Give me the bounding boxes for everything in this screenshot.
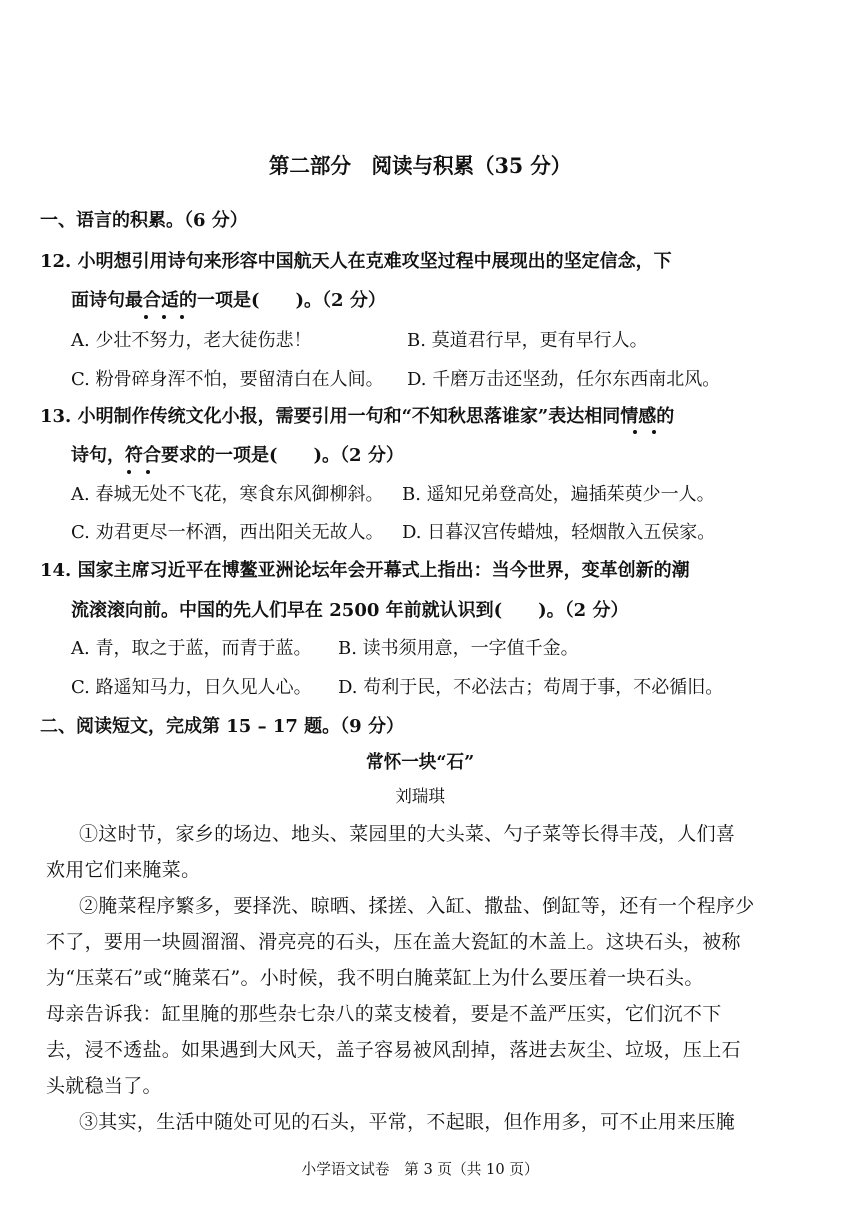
- passage-line: 母亲告诉我：缸里腌的那些杂七杂八的菜支棱着，要是不盖严压实，它们沉不下: [46, 1003, 722, 1025]
- question-13-stem-line1: 13. 小明制作传统文化小报，需要引用一句和“不知秋思落谁家”表达相同情感的: [40, 406, 675, 427]
- passage-line: 欢用它们来腌菜。: [46, 859, 201, 881]
- emphasis-dot: [633, 430, 637, 434]
- question-14-option-d: D. 苟利于民，不必法古；苟周于事，不必循旧。: [338, 677, 724, 698]
- question-14-option-b: B. 读书须用意，一字值千金。: [338, 638, 579, 659]
- question-13-option-a: A. 春城无处不飞花，寒食东风御柳斜。: [71, 484, 384, 505]
- question-14-stem-line1: 14. 国家主席习近平在博鳌亚洲论坛年会开幕式上指出：当今世界，变革创新的潮: [40, 560, 690, 581]
- emphasis-dot: [652, 430, 656, 434]
- passage-line: 为“压菜石”或“腌菜石”。小时候，我不明白腌菜缸上为什么要压着一块石头。: [46, 967, 704, 989]
- question-12-stem-line2: 面诗句最合适的一项是( )。（2 分）: [71, 290, 386, 311]
- emphasis-dot: [146, 470, 150, 474]
- question-13-option-b: B. 遥知兄弟登高处，遍插茱萸少一人。: [402, 484, 715, 505]
- emphasis-dot: [162, 315, 166, 319]
- passage-author: 刘瑞琪: [395, 787, 446, 807]
- section-heading-accumulation: 一、语言的积累。（6 分）: [40, 210, 248, 231]
- question-14-stem-line2: 流滚滚向前。中国的先人们早在 2500 年前就认识到( )。（2 分）: [71, 600, 629, 621]
- question-12-stem-line1: 12. 小明想引用诗句来形容中国航天人在克难攻坚过程中展现出的坚定信念，下: [40, 251, 672, 272]
- part-title: 第二部分 阅读与积累（35 分）: [268, 153, 572, 178]
- question-12-option-a: A. 少壮不努力，老大徒伤悲！: [71, 330, 312, 351]
- emphasis-dot: [144, 315, 148, 319]
- question-12-option-d: D. 千磨万击还坚劲，任尔东西南北风。: [407, 369, 721, 390]
- question-13-option-c: C. 劝君更尽一杯酒，西出阳关无故人。: [71, 522, 384, 543]
- question-12-option-b: B. 莫道君行早，更有早行人。: [407, 330, 648, 351]
- emphasis-dot: [180, 315, 184, 319]
- question-12-option-c: C. 粉骨碎身浑不怕，要留清白在人间。: [71, 369, 384, 390]
- passage-line: 去，浸不透盐。如果遇到大风天，盖子容易被风刮掉，落进去灰尘、垃圾，压上石: [46, 1039, 741, 1061]
- passage-title: 常怀一块“石”: [366, 752, 475, 773]
- page-footer: 小学语文试卷 第 3 页（共 10 页）: [301, 1160, 539, 1178]
- passage-line: ②腌菜程序繁多，要择洗、晾晒、揉搓、入缸、撒盐、倒缸等，还有一个程序少: [79, 895, 755, 917]
- question-14-option-a: A. 青，取之于蓝，而青于蓝。: [71, 638, 312, 659]
- question-13-stem-line2: 诗句，符合要求的一项是( )。（2 分）: [71, 445, 404, 466]
- passage-line: ③其实，生活中随处可见的石头，平常，不起眼，但作用多，可不止用来压腌: [79, 1111, 736, 1133]
- emphasis-dot: [127, 470, 131, 474]
- question-13-option-d: D. 日暮汉宫传蜡烛，轻烟散入五侯家。: [402, 522, 716, 543]
- section-heading-reading: 二、阅读短文，完成第 15 – 17 题。（9 分）: [40, 716, 404, 737]
- passage-line: ①这时节，家乡的场边、地头、菜园里的大头菜、勺子菜等长得丰茂，人们喜: [79, 823, 736, 845]
- question-14-option-c: C. 路遥知马力，日久见人心。: [71, 677, 312, 698]
- passage-line: 头就稳当了。: [46, 1075, 162, 1097]
- passage-line: 不了，要用一块圆溜溜、滑亮亮的石头，压在盖大瓷缸的木盖上。这块石头，被称: [46, 931, 741, 953]
